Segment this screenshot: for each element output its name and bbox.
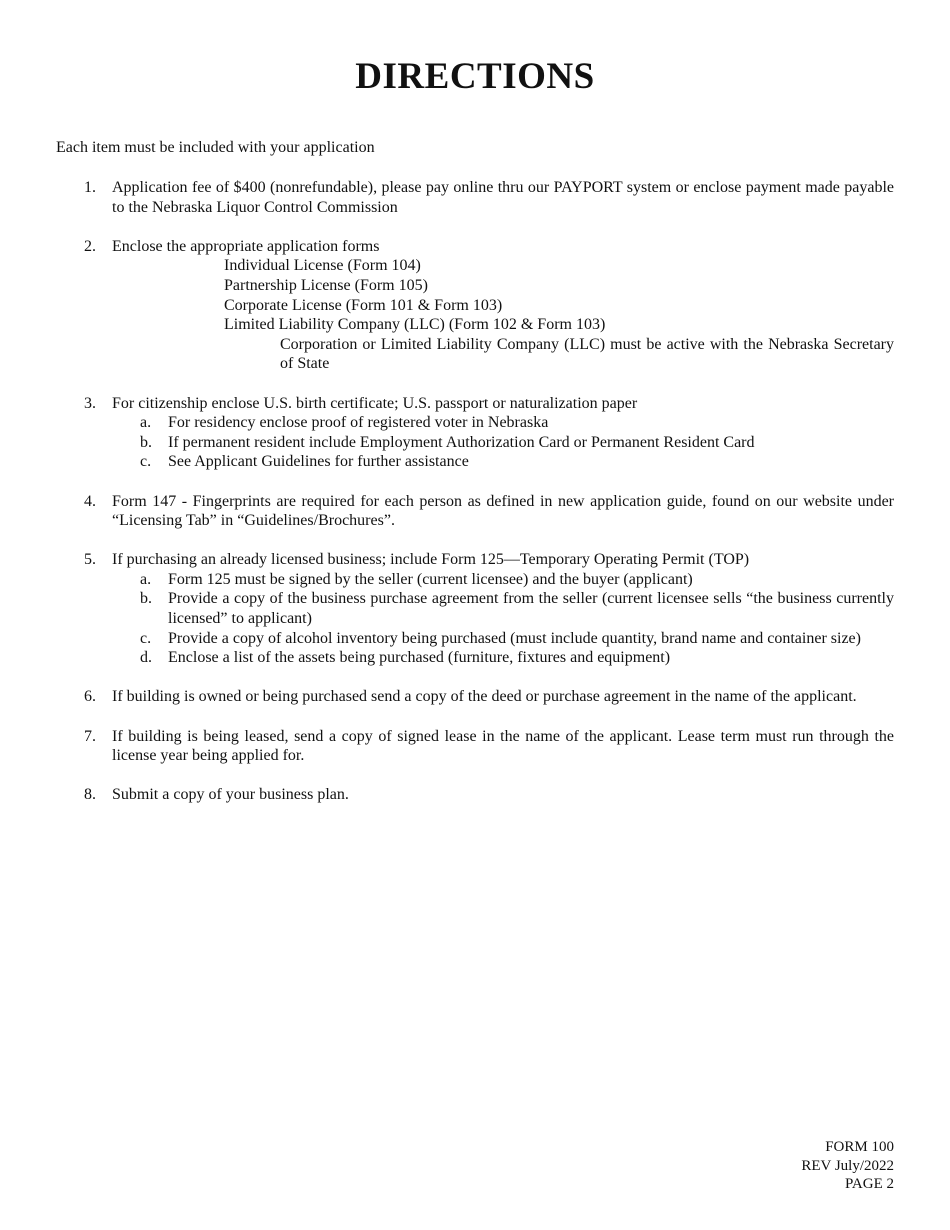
form-entry: Individual License (Form 104) <box>224 257 421 275</box>
sub-item-letter: c. <box>140 453 152 471</box>
sub-item-text: Form 125 must be signed by the seller (current licensee) and the buyer (applicant) <box>168 570 693 588</box>
item-text: If building is owned or being purchased send a copy of the deed or purchase agreement in the name of the applicant. <box>112 688 857 706</box>
list-item-1 <box>56 178 894 217</box>
item-number: 8. <box>84 786 96 804</box>
item-number: 1. <box>84 179 96 196</box>
form-number: FORM 100 <box>825 1139 894 1155</box>
intro-text: Each item must be included with your application <box>56 139 375 156</box>
sub-item-letter: a. <box>140 570 152 588</box>
sub-item <box>112 413 894 433</box>
item-text: If building is being leased, send a copy of signed lease in the name of the applicant. Lease term must run through the license year being applied for. <box>112 727 894 765</box>
item-number: 4. <box>84 492 96 510</box>
revision-date: REV July/2022 <box>801 1157 894 1174</box>
item-text: Submit a copy of your business plan. <box>112 786 349 804</box>
sub-item-letter: b. <box>140 433 152 451</box>
list-item-7 <box>56 727 894 766</box>
sub-item-letter: c. <box>140 629 152 647</box>
item-text: Form 147 - Fingerprints are required for each person as defined in new application guide, found on our website under “Licensing Tab” in “Guidelines/Brochures”. <box>112 492 894 530</box>
sub-item-letter: a. <box>140 414 152 432</box>
list-item-8 <box>56 785 894 805</box>
sub-item-text: Provide a copy of the business purchase agreement from the seller (current licensee sells “the business currently licensed” to applicant) <box>168 590 894 628</box>
item-text: If purchasing an already licensed business; include Form 125—Temporary Operating Permit (TOP) <box>112 551 750 569</box>
list-item-6 <box>56 687 894 707</box>
page-title: DIRECTIONS <box>355 56 595 97</box>
sub-item <box>112 648 894 668</box>
sub-item <box>112 589 894 628</box>
item-text: Enclose the appropriate application forms <box>112 237 380 255</box>
item-number: 2. <box>84 237 96 255</box>
form-entry: Partnership License (Form 105) <box>224 276 428 294</box>
item-number: 6. <box>84 688 96 706</box>
page-footer <box>801 1138 894 1194</box>
form-note: Corporation or Limited Liability Company (LLC) must be active with the Nebraska Secretary of State <box>280 335 894 373</box>
sub-item-text: See Applicant Guidelines for further assistance <box>168 453 469 471</box>
sub-item <box>112 452 894 472</box>
sub-item-text: Provide a copy of alcohol inventory being purchased (must include quantity, brand name and container size) <box>168 629 861 647</box>
item-number: 7. <box>84 727 96 745</box>
form-entry: Corporate License (Form 101 & Form 103) <box>224 296 503 314</box>
sub-item-text: For residency enclose proof of registered voter in Nebraska <box>168 414 549 432</box>
sub-item-text: Enclose a list of the assets being purchased (furniture, fixtures and equipment) <box>168 649 671 667</box>
item-number: 5. <box>84 551 96 569</box>
directions-list <box>56 178 894 825</box>
list-item-5 <box>56 550 894 668</box>
sub-item-letter: b. <box>140 590 152 608</box>
sub-item <box>112 629 894 649</box>
sub-item-letter: d. <box>140 649 152 667</box>
form-entry: Limited Liability Company (LLC) (Form 102 & Form 103) <box>224 316 606 334</box>
item-text: Application fee of $400 (nonrefundable), please pay online thru our PAYPORT system or enclose payment made payable to the Nebraska Liquor Control Commission <box>112 179 894 216</box>
item-text: For citizenship enclose U.S. birth certificate; U.S. passport or naturalization paper <box>112 394 638 412</box>
sub-item <box>112 570 894 590</box>
list-item-2 <box>56 237 894 374</box>
item-number: 3. <box>84 394 96 412</box>
list-item-3 <box>56 394 894 472</box>
page-number: PAGE 2 <box>844 1176 894 1192</box>
sub-item-text: If permanent resident include Employment Authorization Card or Permanent Resident Card <box>168 433 755 451</box>
sub-item <box>112 433 894 453</box>
list-item-4 <box>56 492 894 531</box>
